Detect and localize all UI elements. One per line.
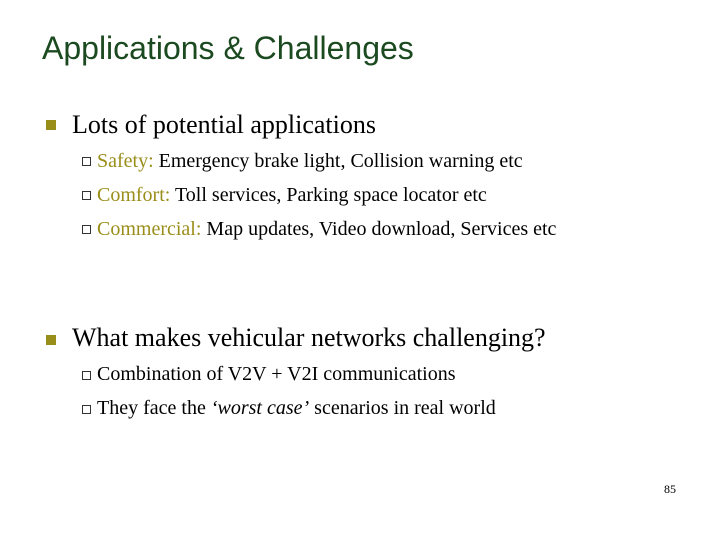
item-text-pre: They face the: [97, 397, 211, 419]
item-text: Toll services, Parking space locator etc: [170, 184, 487, 206]
hollow-square-bullet-icon: [82, 157, 91, 166]
list-item-v2v-v2i: Combination of V2V + V2I communications: [97, 363, 456, 385]
hollow-square-bullet-icon: [82, 405, 91, 414]
item-text: Emergency brake light, Collision warning etc: [153, 150, 523, 172]
hollow-square-bullet-icon: [82, 191, 91, 200]
list-item-commercial: [97, 217, 556, 241]
list-item-comfort: [97, 183, 487, 207]
hollow-square-bullet-icon: [82, 371, 91, 380]
item-label: Commercial:: [97, 218, 202, 240]
item-text-emphasis: ‘worst case’: [210, 397, 310, 419]
page-number: 85: [664, 482, 676, 496]
item-label: Safety:: [97, 150, 154, 172]
slide-title: Applications & Challenges: [42, 30, 414, 66]
item-text-post: scenarios in real world: [309, 397, 496, 419]
square-bullet-icon: [46, 335, 56, 345]
list-item-worst-case: [97, 396, 496, 420]
section-heading-challenges: What makes vehicular networks challenging?: [72, 323, 546, 352]
item-label: Comfort:: [97, 184, 171, 206]
hollow-square-bullet-icon: [82, 225, 91, 234]
item-text: Map updates, Video download, Services etc: [201, 218, 557, 240]
section-heading-applications: Lots of potential applications: [72, 110, 376, 139]
list-item-safety: [97, 149, 523, 173]
square-bullet-icon: [46, 120, 56, 130]
